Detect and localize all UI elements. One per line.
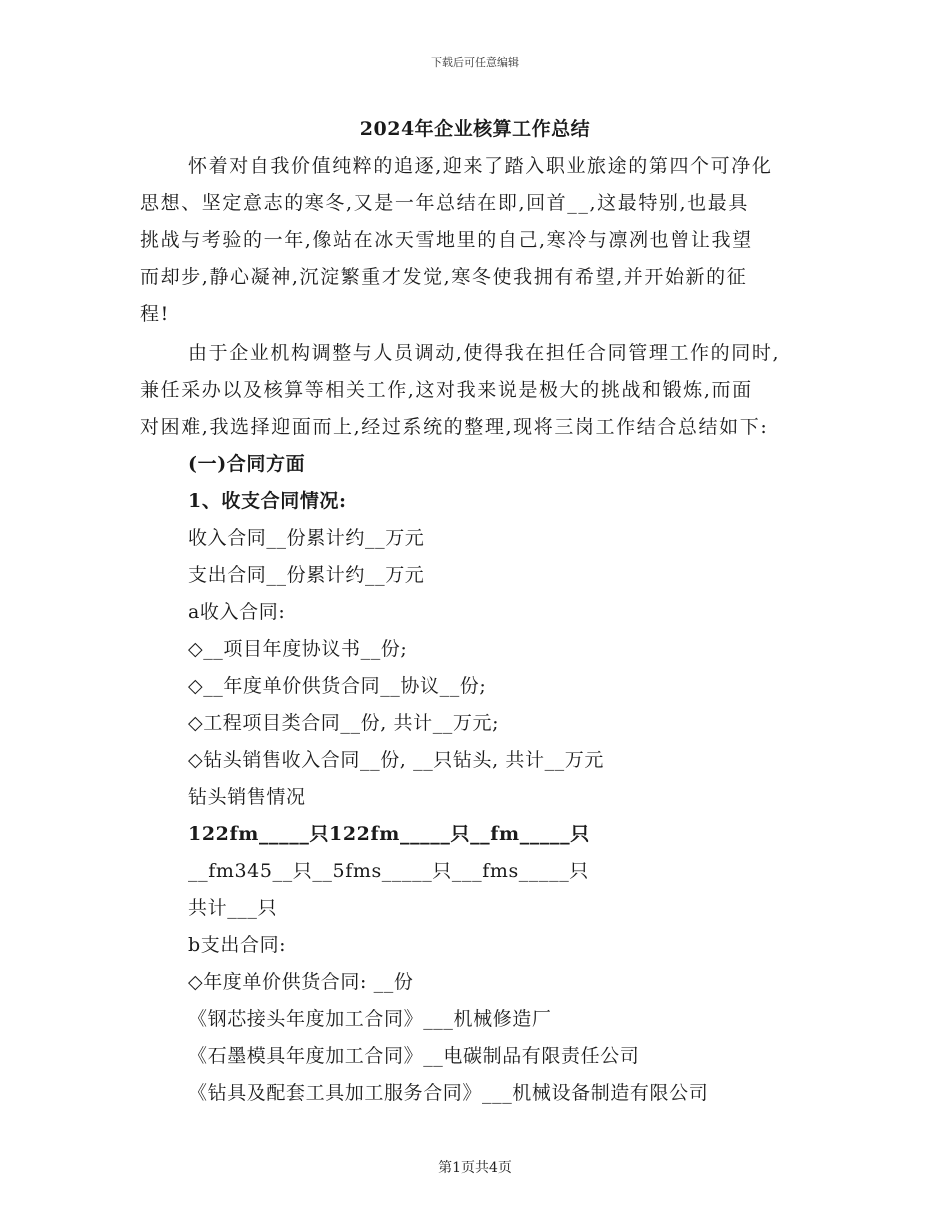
paragraph-line: 对困难,我选择迎面而上,经过系统的整理,现将三岗工作结合总结如下:	[140, 416, 769, 438]
body-line: b支出合同:	[188, 934, 287, 956]
body-line: __fm345__只__5fms_____只___fms_____只	[188, 860, 589, 882]
paragraph-line: 而却步,静心凝神,沉淀繁重才发觉,寒冬使我拥有希望,并开始新的征	[140, 266, 748, 288]
paragraph-line: 由于企业机构调整与人员调动,使得我在担任合同管理工作的同时,	[188, 342, 781, 364]
page-header-note: 下载后可任意编辑	[431, 56, 519, 69]
paragraph-line: 挑战与考验的一年,像站在冰天雪地里的自己,寒冷与凛冽也曾让我望	[140, 229, 753, 251]
subsection-heading: 1、收支合同情况:	[188, 490, 347, 512]
body-line: ◇年度单价供货合同: __份	[188, 971, 414, 993]
body-line: 支出合同__份累计约__万元	[188, 564, 425, 586]
body-line: 收入合同__份累计约__万元	[188, 527, 425, 549]
section-heading: (一)合同方面	[188, 453, 306, 475]
paragraph-line: 程!	[140, 303, 170, 325]
body-line: ◇工程项目类合同__份, 共计__万元;	[188, 712, 500, 734]
document-title: 2024年企业核算工作总结	[359, 118, 591, 140]
body-line: 《钻具及配套工具加工服务合同》___机械设备制造有限公司	[188, 1082, 709, 1104]
page-number: 第1页共4页	[438, 1160, 512, 1176]
paragraph-line: 思想、坚定意志的寒冬,又是一年总结在即,回首__,这最特别,也最具	[140, 192, 749, 214]
body-line: 钻头销售情况	[188, 786, 306, 808]
bold-body-line: 122fm_____只122fm_____只__fm_____只	[188, 823, 590, 845]
paragraph-line: 怀着对自我价值纯粹的追逐,迎来了踏入职业旅途的第四个可净化	[188, 155, 773, 177]
body-line: ◇__年度单价供货合同__协议__份;	[188, 675, 487, 697]
body-line: ◇__项目年度协议书__份;	[188, 638, 408, 660]
body-line: a收入合同:	[188, 601, 286, 623]
body-line: ◇钻头销售收入合同__份, __只钻头, 共计__万元	[188, 749, 604, 771]
paragraph-line: 兼任采办以及核算等相关工作,这对我来说是极大的挑战和锻炼,而面	[140, 379, 753, 401]
body-line: 《石墨模具年度加工合同》__电碳制品有限责任公司	[188, 1045, 640, 1067]
body-line: 《钢芯接头年度加工合同》___机械修造厂	[188, 1008, 552, 1030]
body-line: 共计___只	[188, 897, 278, 919]
